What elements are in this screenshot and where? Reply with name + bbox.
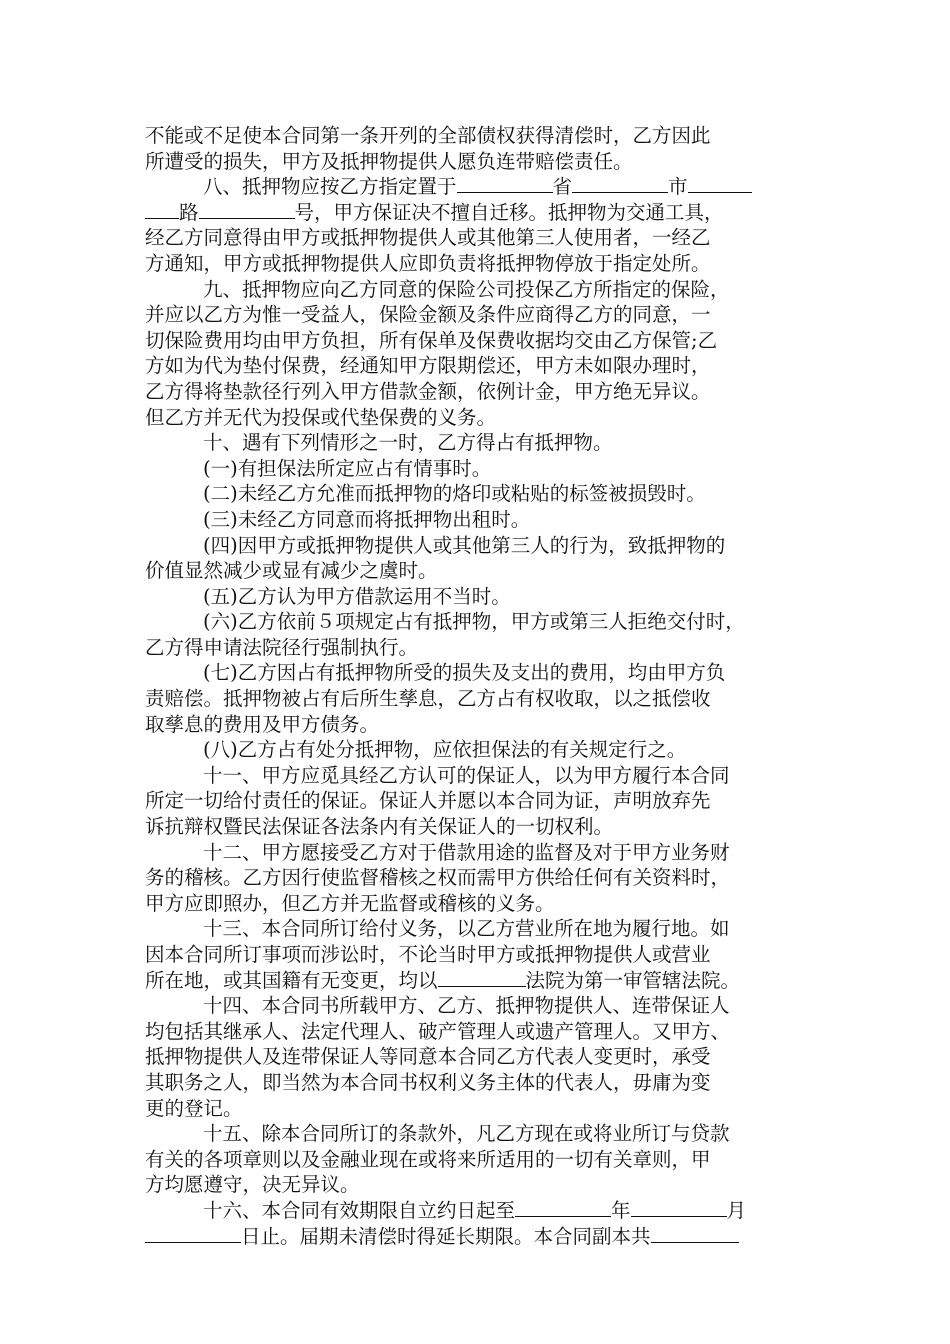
text-line bbox=[145, 788, 810, 814]
line-text: 所定一切给付责任的保证。保证人并愿以本合同为证，声明放弃先 bbox=[145, 789, 711, 813]
street-blank-b[interactable] bbox=[145, 200, 179, 219]
text-line bbox=[145, 814, 810, 840]
line-text: (六)乙方依前５项规定占有抵押物，甲方或第三人拒绝交付时， bbox=[203, 610, 745, 634]
line-text: (二)未经乙方允准而抵押物的烙印或粘贴的标签被损毁时。 bbox=[203, 482, 706, 506]
line-text: 其职务之人，即当然为本合同书权利义务主体的代表人，毋庸为变 bbox=[145, 1070, 711, 1094]
text-line bbox=[145, 507, 810, 533]
text-line bbox=[145, 456, 810, 482]
clause-13-text-1: 所在地，或其国籍有无变更，均以 bbox=[145, 968, 438, 992]
line-text: 均包括其继承人、法定代理人、破产管理人或遗产管理人。又甲方、 bbox=[145, 1019, 731, 1043]
line-text: (八)乙方占有处分抵押物，应依担保法的有关规定行之。 bbox=[203, 738, 687, 762]
text-line bbox=[145, 763, 810, 789]
text-line bbox=[145, 686, 810, 712]
text-line bbox=[145, 225, 810, 251]
text-line bbox=[145, 865, 810, 891]
text-line bbox=[145, 1096, 810, 1122]
clause-8-text-1: 八、抵押物应按乙方指定置于 bbox=[203, 175, 457, 199]
text-line bbox=[145, 584, 810, 610]
text-line bbox=[145, 558, 810, 584]
clause-16-line-1 bbox=[145, 1198, 810, 1224]
text-line bbox=[145, 1147, 810, 1173]
text-line bbox=[145, 942, 810, 968]
number-blank[interactable] bbox=[199, 200, 295, 219]
line-text: (一)有担保法所定应占有情事时。 bbox=[203, 456, 492, 480]
day-blank[interactable] bbox=[145, 1224, 241, 1243]
court-blank[interactable] bbox=[438, 968, 526, 987]
text-line bbox=[145, 1019, 810, 1045]
text-line bbox=[145, 251, 810, 277]
text-line bbox=[145, 1172, 810, 1198]
clause-8-line-1 bbox=[145, 174, 810, 200]
clause-8-line-2 bbox=[145, 200, 810, 226]
text-line bbox=[145, 123, 810, 149]
clause-16-text-2: 年 bbox=[611, 1198, 631, 1222]
text-line bbox=[145, 635, 810, 661]
line-text: 责赔偿。抵押物被占有后所生孳息，乙方占有权收取，以之抵偿收 bbox=[145, 687, 711, 711]
line-text: 有关的各项章则以及金融业现在或将来所适用的一切有关章则，甲 bbox=[145, 1147, 711, 1171]
text-line bbox=[145, 609, 810, 635]
text-line bbox=[145, 149, 810, 175]
line-text: (七)乙方因占有抵押物所受的损失及支出的费用，均由甲方负 bbox=[203, 661, 726, 685]
text-line bbox=[145, 1121, 810, 1147]
line-text: 乙方得将垫款径行列入甲方借款金额，依例计金，甲方绝无异议。 bbox=[145, 379, 711, 403]
line-text: 十、遇有下列情形之一时，乙方得占有抵押物。 bbox=[203, 431, 613, 455]
text-line bbox=[145, 660, 810, 686]
province-blank[interactable] bbox=[457, 174, 553, 193]
text-line bbox=[145, 712, 810, 738]
line-text: 并应以乙方为惟一受益人，保险金额及条件应商得乙方的同意，一 bbox=[145, 303, 711, 327]
clause-8-text-3: 市 bbox=[668, 175, 688, 199]
line-text: 所遭受的损失，甲方及抵押物提供人愿负连带赔偿责任。 bbox=[145, 149, 633, 173]
month-blank[interactable] bbox=[631, 1198, 727, 1217]
line-text: 不能或不足使本合同第一条开列的全部债权获得清偿时，乙方因此 bbox=[145, 124, 711, 147]
line-text: 九、抵押物应向乙方同意的保险公司投保乙方所指定的保险， bbox=[203, 277, 730, 301]
line-text: 十五、除本合同所订的条款外，凡乙方现在或将业所订与贷款 bbox=[203, 1122, 730, 1146]
clause-8-text-2: 省 bbox=[552, 175, 573, 199]
clause-8-text-4: 路 bbox=[179, 200, 199, 224]
line-text: 甲方应即照办，但乙方并无监督或稽核的义务。 bbox=[145, 891, 555, 915]
clause-16-text-3: 月 bbox=[726, 1198, 747, 1222]
clause-13-text-2: 法院为第一审管辖法院。 bbox=[525, 968, 741, 992]
line-text: 十三、本合同所订给付义务，以乙方营业所在地为履行地。如 bbox=[203, 917, 730, 941]
text-line bbox=[145, 405, 810, 431]
clause-8-text-5: 号，甲方保证决不擅自迁移。抵押物为交通工具， bbox=[294, 200, 724, 224]
street-blank-a[interactable] bbox=[688, 174, 752, 193]
line-text: 诉抗辩权暨民法保证各法条内有关保证人的一切权利。 bbox=[145, 815, 614, 839]
line-text: 因本合同所订事项而涉讼时，不论当时甲方或抵押物提供人或营业 bbox=[145, 943, 711, 966]
text-line bbox=[145, 481, 810, 507]
line-text: 取孳息的费用及甲方债务。 bbox=[145, 712, 380, 736]
line-text: 方均愿遵守，决无异议。 bbox=[145, 1173, 360, 1197]
line-text: 乙方得申请法院径行强制执行。 bbox=[145, 635, 419, 659]
line-text: 价值显然减少或显有减少之虞时。 bbox=[145, 559, 438, 583]
city-blank[interactable] bbox=[572, 174, 668, 193]
text-line bbox=[145, 430, 810, 456]
line-text: 十四、本合同书所载甲方、乙方、抵押物提供人、连带保证人 bbox=[203, 994, 730, 1018]
year-blank[interactable] bbox=[515, 1198, 611, 1217]
text-line bbox=[145, 916, 810, 942]
text-line bbox=[145, 840, 810, 866]
text-line bbox=[145, 379, 810, 405]
clause-16-text-1: 十六、本合同有效期限自立约日起至 bbox=[203, 1198, 516, 1222]
text-line bbox=[145, 328, 810, 354]
line-text: (三)未经乙方同意而将抵押物出租时。 bbox=[203, 507, 531, 531]
line-text: 但乙方并无代为投保或代垫保费的义务。 bbox=[145, 405, 497, 429]
text-line bbox=[145, 277, 810, 303]
text-line bbox=[145, 533, 810, 559]
line-text: 务的稽核。乙方因行使监督稽核之权而需甲方供给任何有关资料时， bbox=[145, 866, 731, 890]
text-line bbox=[145, 737, 810, 763]
line-text: 十二、甲方愿接受乙方对于借款用途的监督及对于甲方业务财 bbox=[203, 840, 730, 864]
text-line bbox=[145, 1070, 810, 1096]
line-text: 方通知，甲方或抵押物提供人应即负责将抵押物停放于指定处所。 bbox=[145, 251, 711, 275]
line-text: 切保险费用均由甲方负担，所有保单及保费收据均交由乙方保管;乙 bbox=[145, 328, 718, 352]
text-line bbox=[145, 353, 810, 379]
contract-page bbox=[145, 123, 810, 1249]
line-text: 经乙方同意得由甲方或抵押物提供人或其他第三人使用者，一经乙 bbox=[145, 226, 711, 250]
line-text: 方如为代为垫付保费，经通知甲方限期偿还，甲方未如限办理时， bbox=[145, 354, 711, 378]
line-text: (四)因甲方或抵押物提供人或其他第三人的行为，致抵押物的 bbox=[203, 533, 726, 557]
clause-13-line-3 bbox=[145, 968, 810, 994]
line-text: 抵押物提供人及连带保证人等同意本合同乙方代表人变更时，承受 bbox=[145, 1045, 711, 1069]
line-text: (五)乙方认为甲方借款运用不当时。 bbox=[203, 584, 511, 608]
text-line bbox=[145, 993, 810, 1019]
clause-16-line-2 bbox=[145, 1224, 810, 1250]
text-line bbox=[145, 302, 810, 328]
text-line bbox=[145, 1044, 810, 1070]
line-text: 更的登记。 bbox=[145, 1096, 243, 1120]
clause-16-text-4: 日止。届期未清偿时得延长期限。本合同副本共 bbox=[241, 1224, 651, 1248]
copies-blank[interactable] bbox=[651, 1224, 739, 1243]
line-text: 十一、甲方应觅具经乙方认可的保证人，以为甲方履行本合同 bbox=[203, 763, 730, 787]
text-line bbox=[145, 891, 810, 917]
